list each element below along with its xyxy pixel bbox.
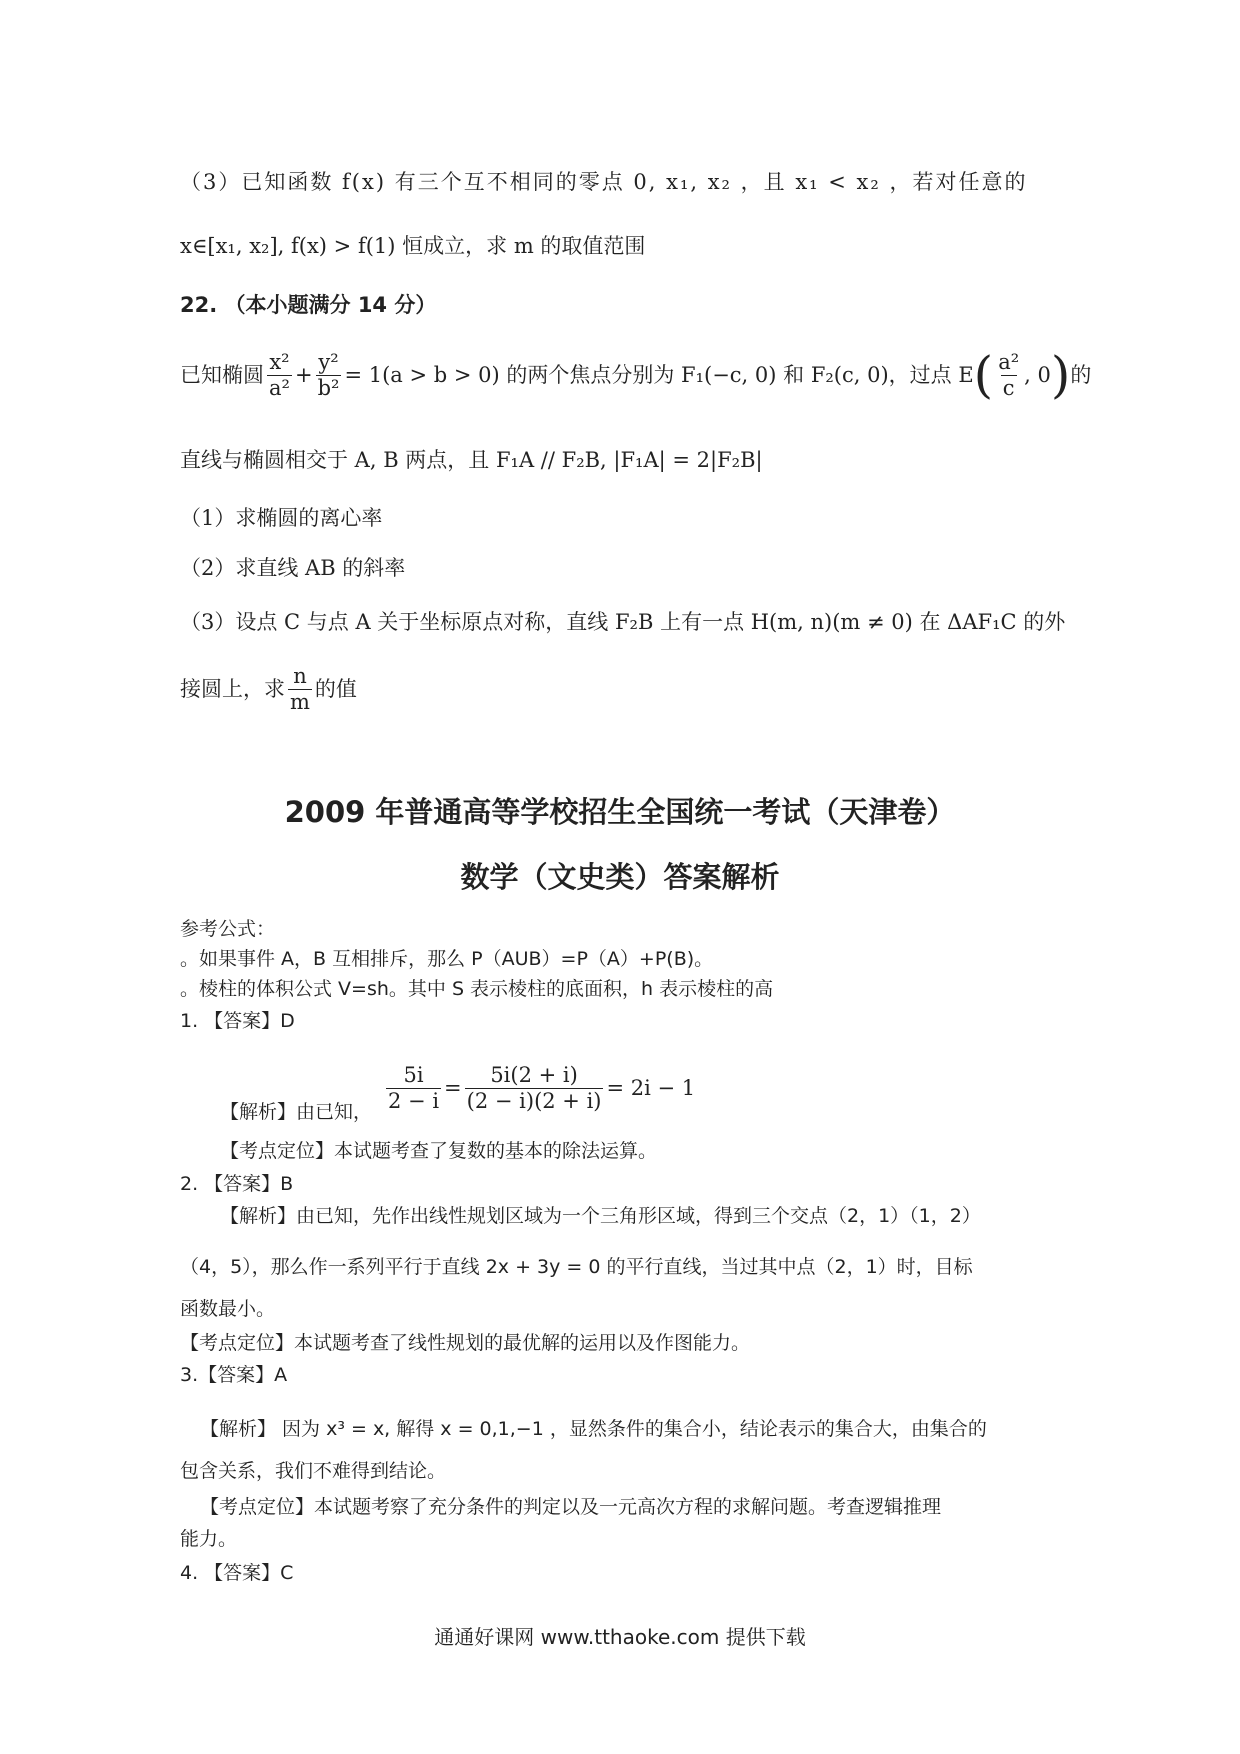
fraction-denominator-m: m (290, 689, 310, 714)
answer-1-label: 1. 【答案】D (180, 1010, 295, 1032)
answer-1-f1-numerator: 5i (403, 1062, 424, 1087)
ellipse-y-numerator: y² (318, 349, 339, 374)
point-e-fraction (996, 349, 1021, 400)
reference-formula-1: 。如果事件 A，B 互相排斥，那么 P（AUB）=P（A）+P(B)。 (180, 948, 714, 970)
answer-1-point: 【考点定位】本试题考查了复数的基本的除法运算。 (220, 1140, 658, 1162)
q22-header: 22. （本小题满分 14 分） (180, 293, 437, 317)
q22-part3-prefix: 接圆上，求 (180, 676, 285, 701)
answer-3-label: 3.【答案】A (180, 1364, 288, 1386)
q22-part2: （2）求直线 AB 的斜率 (180, 556, 406, 580)
ellipse-x-denominator: a² (269, 375, 290, 400)
answer-3-point-line1: 【考点定位】本试题考察了充分条件的判定以及一元高次方程的求解问题。考查逻辑推理 (200, 1496, 942, 1518)
ellipse-y-denominator: b² (317, 375, 340, 400)
q22-part1: （1）求椭圆的离心率 (180, 506, 383, 530)
answer-1-explain-label: 【解析】由已知， (220, 1101, 373, 1123)
plus-sign: + (294, 362, 313, 387)
reference-label: 参考公式： (180, 918, 276, 940)
answer-1-fraction-2 (465, 1062, 604, 1113)
answer-2-label: 2. 【答案】B (180, 1173, 294, 1195)
q21-part3-line1: （3）已知函数 f(x) 有三个互不相同的零点 0, x₁, x₂ ，且 x₁ < x₂ ，若对任意的 (180, 170, 1028, 194)
q22-statement-line1 (180, 345, 1091, 405)
q22-stmt-middle: = 1(a > b > 0) 的两个焦点分别为 F₁(−c, 0) 和 F₂(c, 0)，过点 E (344, 362, 974, 387)
answer-3-line2: 包含关系，我们不难得到结论。 (180, 1460, 447, 1482)
answer-1-f2-denominator: (2 − i)(2 + i) (466, 1088, 602, 1113)
n-over-m-fraction (288, 663, 312, 714)
answers-subtitle: 数学（文史类）答案解析 (460, 860, 780, 894)
q22-stmt-suffix: 的 (1070, 362, 1092, 387)
answer-1-fraction-1 (386, 1062, 441, 1113)
answer-1-explanation (220, 1048, 695, 1128)
q22-statement-line2: 直线与椭圆相交于 A, B 两点，且 F₁A // F₂B, |F₁A| = 2|F₂B| (180, 448, 763, 472)
answer-1-eq-tail: = 2i − 1 (606, 1075, 696, 1100)
point-e-denominator: c (1002, 375, 1015, 400)
right-paren: ) (1050, 346, 1071, 404)
answers-title: 2009 年普通高等学校招生全国统一考试（天津卷） (284, 795, 956, 829)
answer-1-f2-numerator: 5i(2 + i) (490, 1062, 578, 1087)
answer-3-line1: 【解析】 因为 x³ = x, 解得 x = 0,1,−1 ，显然条件的集合小，结论表示的集合大，由集合的 (200, 1418, 987, 1440)
q22-part3-line2 (180, 662, 357, 716)
ellipse-x-fraction (267, 349, 292, 400)
equals-sign: = (444, 1075, 462, 1100)
point-e-rest: , 0 (1024, 362, 1051, 387)
left-paren: ( (973, 346, 994, 404)
ellipse-x-numerator: x² (269, 349, 290, 374)
page-footer: 通通好课网 www.tthaoke.com 提供下载 (434, 1625, 806, 1649)
q22-part3-suffix: 的值 (314, 676, 357, 701)
point-e-numerator: a² (998, 349, 1020, 374)
reference-formula-2: 。棱柱的体积公式 V=sh。其中 S 表示棱柱的底面积，h 表示棱柱的高 (180, 978, 774, 1000)
ellipse-y-fraction (316, 349, 342, 400)
answer-4-label: 4. 【答案】C (180, 1562, 294, 1584)
q22-stmt-prefix: 已知椭圆 (180, 362, 264, 387)
answer-2-line3: 函数最小。 (180, 1298, 276, 1320)
answer-1-f1-denominator: 2 − i (388, 1088, 440, 1113)
answer-2-line1: 【解析】由已知，先作出线性规划区域为一个三角形区域，得到三个交点（2，1）（1，2） (220, 1205, 981, 1227)
answer-3-point-line2: 能力。 (180, 1528, 238, 1550)
answer-2-point: 【考点定位】本试题考查了线性规划的最优解的运用以及作图能力。 (180, 1332, 751, 1354)
q22-part3-line1: （3）设点 C 与点 A 关于坐标原点对称，直线 F₂B 上有一点 H(m, n)(m ≠ 0) 在 ΔAF₁C 的外 (180, 610, 1066, 634)
fraction-numerator-n: n (293, 663, 307, 688)
answer-2-line2: （4，5），那么作一系列平行于直线 2x + 3y = 0 的平行直线，当过其中点（2，1）时，目标 (180, 1256, 973, 1278)
q21-part3-line2: x∈[x₁, x₂], f(x) > f(1) 恒成立，求 m 的取值范围 (180, 234, 646, 258)
